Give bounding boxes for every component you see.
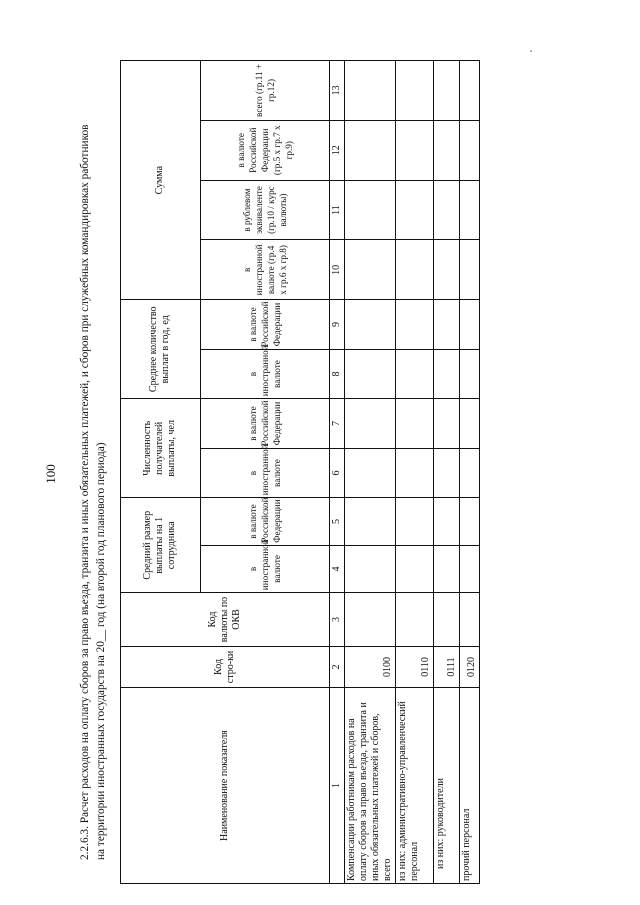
cell[interactable] bbox=[434, 61, 460, 121]
header-rf-currency: в валюте Российской Федерации bbox=[200, 399, 329, 449]
header-code: Код стро-ки bbox=[121, 646, 330, 687]
cell[interactable] bbox=[460, 399, 480, 449]
column-number: 4 bbox=[330, 545, 345, 592]
cell[interactable] bbox=[345, 349, 396, 399]
column-numbers-row bbox=[330, 61, 345, 884]
column-number: 12 bbox=[330, 120, 345, 180]
cell[interactable] bbox=[345, 545, 396, 592]
cell[interactable] bbox=[460, 300, 480, 350]
header-sum: Сумма bbox=[121, 61, 201, 300]
cell[interactable] bbox=[434, 349, 460, 399]
cell[interactable] bbox=[396, 448, 434, 498]
cell[interactable] bbox=[460, 448, 480, 498]
cell[interactable] bbox=[434, 240, 460, 300]
row-name: из них: административно-управленческий персонал bbox=[396, 688, 434, 884]
cell[interactable] bbox=[345, 300, 396, 350]
cell[interactable] bbox=[460, 349, 480, 399]
cell[interactable] bbox=[460, 545, 480, 592]
header-rf-currency: в валюте Российской Федерации bbox=[200, 300, 329, 350]
column-number: 6 bbox=[330, 448, 345, 498]
cell[interactable] bbox=[396, 61, 434, 121]
column-number: 13 bbox=[330, 61, 345, 121]
cell[interactable] bbox=[396, 349, 434, 399]
cell[interactable] bbox=[434, 593, 460, 647]
row-name: прочий персонал bbox=[460, 688, 480, 884]
header-name: Наименование показателя bbox=[121, 688, 330, 884]
column-number: 5 bbox=[330, 498, 345, 545]
header-foreign-currency: в иностранной валюте bbox=[200, 545, 329, 592]
cell[interactable] bbox=[345, 120, 396, 180]
cell[interactable] bbox=[460, 120, 480, 180]
table-row bbox=[434, 61, 460, 884]
scan-dot bbox=[530, 50, 532, 52]
header-recipients: Численность получателей выплаты, чел bbox=[121, 399, 201, 498]
cell[interactable] bbox=[434, 498, 460, 545]
column-number: 9 bbox=[330, 300, 345, 350]
cell[interactable] bbox=[396, 300, 434, 350]
heading-line-2: на территории иностранных государств на 20__ год (на второй год планового периода) bbox=[94, 442, 107, 860]
column-number: 8 bbox=[330, 349, 345, 399]
cell[interactable] bbox=[396, 180, 434, 240]
header-sum-rub-equiv: в рублевом эквиваленте (гр.10 / курс валюты) bbox=[200, 180, 329, 240]
cell[interactable] bbox=[460, 180, 480, 240]
column-number: 2 bbox=[330, 646, 345, 687]
header-avg-count: Среднее количество выплат в год, ед bbox=[121, 300, 201, 399]
cell[interactable] bbox=[345, 240, 396, 300]
cell[interactable] bbox=[345, 399, 396, 449]
table-row bbox=[345, 61, 396, 884]
column-number: 1 bbox=[330, 688, 345, 884]
cell[interactable] bbox=[396, 593, 434, 647]
cell[interactable] bbox=[345, 448, 396, 498]
cell[interactable] bbox=[396, 545, 434, 592]
header-currency-code: Код валюты по ОКВ bbox=[121, 593, 330, 647]
cell[interactable] bbox=[434, 545, 460, 592]
cell[interactable] bbox=[434, 300, 460, 350]
page-number: 100 bbox=[43, 464, 58, 484]
cell[interactable] bbox=[396, 498, 434, 545]
row-code: 0120 bbox=[460, 646, 480, 687]
cell[interactable] bbox=[434, 180, 460, 240]
cell[interactable] bbox=[396, 120, 434, 180]
header-foreign-currency: в иностранной валюте bbox=[200, 448, 329, 498]
header-avg-payment: Средний размер выплаты на 1 сотрудника bbox=[121, 498, 201, 593]
header-foreign-currency: в иностранной валюте bbox=[200, 349, 329, 399]
heading-line-1: 2.2.6.3. Расчет расходов на оплату сборов за право въезда, транзита и иных обязательных платежей, и сборов при служебных командировках работников bbox=[79, 124, 91, 860]
table-row bbox=[460, 61, 480, 884]
expense-table bbox=[120, 60, 480, 884]
cell[interactable] bbox=[396, 240, 434, 300]
row-code: 0110 bbox=[396, 646, 434, 687]
cell[interactable] bbox=[345, 61, 396, 121]
cell[interactable] bbox=[396, 399, 434, 449]
cell[interactable] bbox=[345, 498, 396, 545]
page-heading bbox=[78, 70, 118, 870]
column-number: 11 bbox=[330, 180, 345, 240]
row-name: из них: руководители bbox=[434, 688, 460, 884]
header-rf-currency: в валюте Российской Федерации bbox=[200, 498, 329, 545]
column-number: 10 bbox=[330, 240, 345, 300]
cell[interactable] bbox=[460, 240, 480, 300]
row-name: Компенсации работникам расходов на оплату сборов за право въезда, транзита и иных обязательных платежей и сборов, всего bbox=[345, 688, 396, 884]
cell[interactable] bbox=[460, 61, 480, 121]
cell[interactable] bbox=[434, 448, 460, 498]
header-sum-foreign: в иностранной валюте (гр.4 х гр.6 х гр.8) bbox=[200, 240, 329, 300]
cell[interactable] bbox=[434, 399, 460, 449]
header-sum-total: всего (гр.11 + гр.12) bbox=[200, 61, 329, 121]
cell[interactable] bbox=[460, 593, 480, 647]
cell[interactable] bbox=[434, 120, 460, 180]
header-sum-rf: в валюте Российской Федерации (гр.5 х гр.7 х гр.9) bbox=[200, 120, 329, 180]
cell[interactable] bbox=[460, 498, 480, 545]
row-code: 0111 bbox=[434, 646, 460, 687]
column-number: 3 bbox=[330, 593, 345, 647]
table-row bbox=[396, 61, 434, 884]
column-number: 7 bbox=[330, 399, 345, 449]
cell[interactable] bbox=[345, 180, 396, 240]
cell[interactable] bbox=[345, 593, 396, 647]
row-code: 0100 bbox=[345, 646, 396, 687]
